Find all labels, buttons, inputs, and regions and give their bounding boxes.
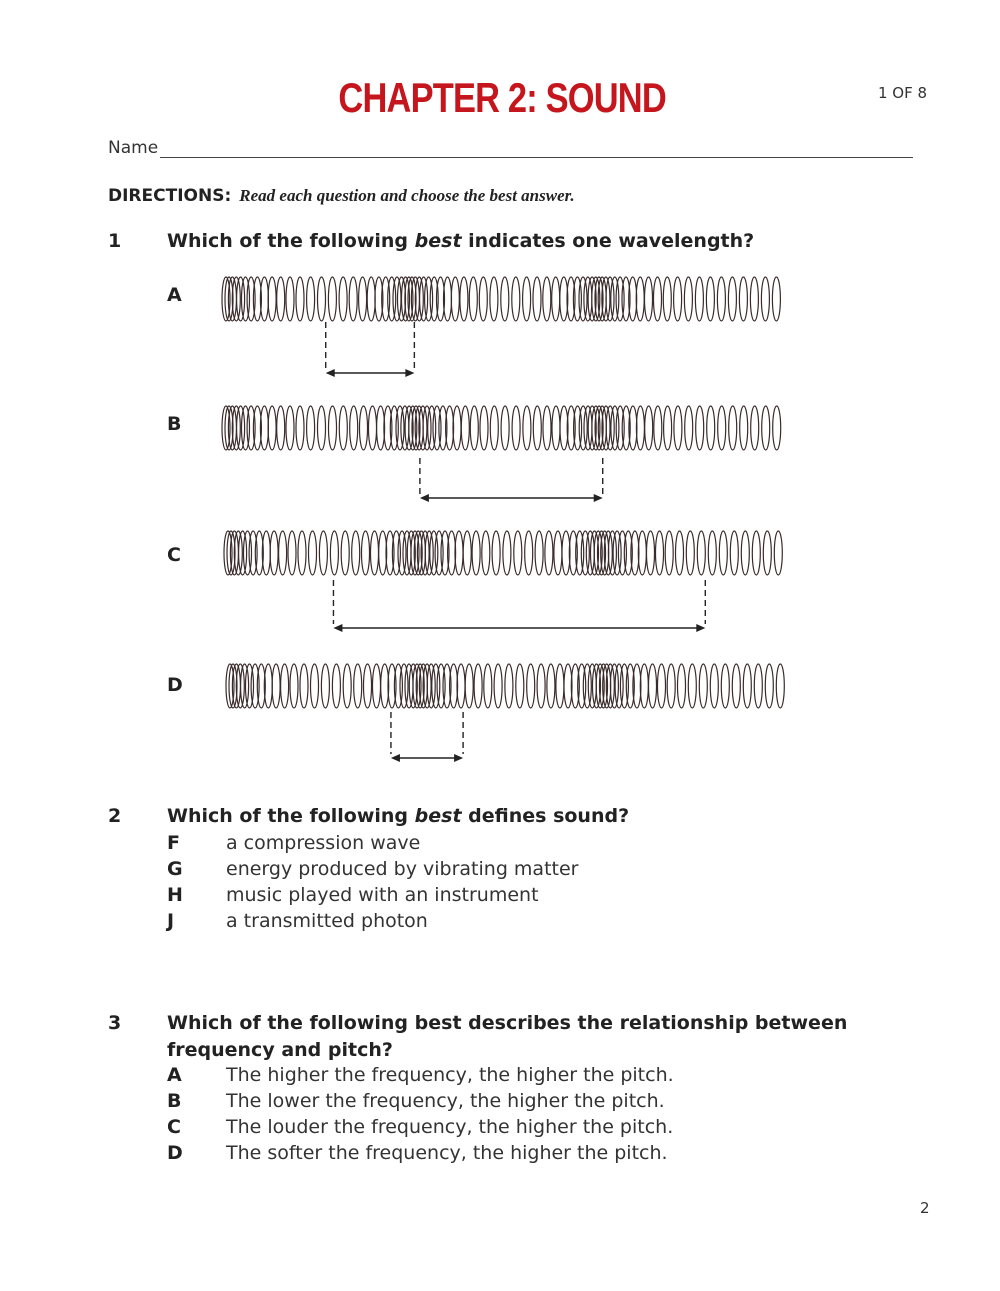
q1-option-c-coil-12 [298,531,306,575]
q1-option-c-coil-19 [371,531,379,575]
q3-text-line2: frequency and pitch? [167,1039,393,1061]
q2-option-j-text[interactable]: a transmitted photon [226,910,428,932]
q1-option-a-coil-64 [663,277,671,321]
q1-option-c-coil-74 [774,531,782,575]
q2-option-f-letter[interactable]: F [167,832,180,854]
q1-option-b-coil-49 [579,406,587,450]
q1-option-d-coil-41 [516,664,524,708]
q1-option-d-coil-14 [321,664,329,708]
q1-option-c-coil-9 [270,531,278,575]
q1-option-d-coil-62 [649,664,657,708]
q3-option-a-text[interactable]: The higher the frequency, the higher the pitch. [226,1064,674,1086]
q3-option-c-text[interactable]: The louder the frequency, the higher the pitch. [226,1116,674,1138]
q3-option-a-letter[interactable]: A [167,1064,182,1086]
q1-option-d-coil-17 [354,664,362,708]
q1-option-b-coil-10 [277,406,285,450]
q1-option-d-coil-64 [667,664,675,708]
q1-option-b-coil-23 [396,406,404,450]
directions-label: DIRECTIONS: [108,186,232,206]
q1-option-d-coil-9 [272,664,280,708]
q1-option-c-coil-71 [741,531,749,575]
q2-option-f-text[interactable]: a compression wave [226,832,421,854]
q1-option-d-coil-63 [658,664,666,708]
q1-option-b-coil-39 [490,406,498,450]
q1-option-a-coil-15 [328,277,336,321]
q1-option-b-coil-9 [268,406,276,450]
q2-option-j-letter[interactable]: J [167,910,175,932]
q1-option-a-coil-35 [451,277,459,321]
q3-option-d-letter[interactable]: D [167,1142,183,1164]
q1-option-c-letter[interactable]: C [167,544,181,566]
q1-option-b-coil-68 [707,406,715,450]
q1-option-d-coil-18 [364,664,372,708]
q1-option-a-coil-69 [717,277,725,321]
q1-option-b-coil-17 [350,406,358,450]
q2-option-g-text[interactable]: energy produced by vibrating matter [226,858,579,880]
q1-option-c-coil-42 [525,531,533,575]
q1-option-d-coil-37 [474,664,482,708]
q1-option-a-coil-36 [460,277,468,321]
q1-option-c-arrowhead-right [696,624,705,632]
q1-option-a-coil-17 [349,277,357,321]
q1-option-d-arrowhead-right [454,754,463,762]
q1-option-c-arrowhead-left [333,624,342,632]
q1-option-d-coil-45 [556,664,564,708]
q1-option-d-coil-12 [300,664,308,708]
q1-option-d-coil-43 [537,664,545,708]
q1-option-b-coil-45 [552,406,560,450]
q1-option-d-coil-42 [527,664,535,708]
q1-text-after: indicates one wavelength? [461,230,755,252]
page-count: 1 OF 8 [878,84,928,102]
q1-option-a-coil-16 [339,277,347,321]
q1-option-b-coil-67 [696,406,704,450]
q3-text-line1: Which of the following best describes the relationship between [167,1012,848,1034]
q1-option-d-letter[interactable]: D [167,674,183,696]
q2-option-g-letter[interactable]: G [167,858,183,880]
q1-option-b-coil-18 [360,406,368,450]
q1-option-b-coil-42 [523,406,531,450]
q1-option-a-coil-67 [695,277,703,321]
q1-option-b-coil-62 [645,406,653,450]
q1-option-c-coil-15 [330,531,338,575]
q1-option-b-coil-19 [369,406,377,450]
q1-option-a-letter[interactable]: A [167,284,182,306]
q1-option-a-coil-62 [645,277,653,321]
q1-option-d-coil-23 [400,664,408,708]
q1-option-c-coil-68 [708,531,716,575]
q1-option-d-arrowhead-left [391,754,400,762]
q2-text [167,803,629,829]
q3-option-b-letter[interactable]: B [167,1090,182,1112]
q1-option-b-coil-71 [740,406,748,450]
q1-option-b-coil-40 [501,406,509,450]
q2-number: 2 [108,805,122,827]
q1-option-b-coil-41 [512,406,520,450]
q1-option-d-coil-65 [678,664,686,708]
q1-option-a-coil-41 [512,277,520,321]
q1-option-b-coil-11 [286,406,294,450]
q1-option-c-coil-38 [482,531,490,575]
q1-option-a-arrowhead-right [405,369,414,377]
q1-option-d-coil-15 [332,664,340,708]
q1-option-a-coil-45 [552,277,560,321]
q1-option-c-coil-65 [676,531,684,575]
q1-option-b-coil-44 [543,406,551,450]
q1-option-d-coil-11 [290,664,298,708]
q1-option-c-coil-70 [730,531,738,575]
q1-option-b-coil-43 [533,406,541,450]
q1-option-d-coil-36 [465,664,473,708]
q1-option-a-coil-65 [674,277,682,321]
q1-option-a-coil-39 [490,277,498,321]
directions-text: Read each question and choose the best answer. [239,186,575,205]
q1-option-b-coil-37 [470,406,478,450]
q1-option-c-coil-39 [492,531,500,575]
q1-option-c-coil-66 [686,531,694,575]
q1-option-a-arrowhead-left [326,369,335,377]
q2-text-before: Which of the following [167,805,415,827]
q1-option-a-coil-18 [359,277,367,321]
q1-option-c-coil-10 [279,531,287,575]
name-label: Name [108,138,159,158]
q1-option-b-coil-65 [674,406,682,450]
q1-option-a-coil-61 [636,277,644,321]
q1-option-d-coil-71 [743,664,751,708]
q1-option-b-coil-70 [729,406,737,450]
q1-option-d-coil-69 [721,664,729,708]
q3-option-b-text[interactable]: The lower the frequency, the higher the pitch. [226,1090,665,1112]
q1-option-b-arrowhead-right [594,494,603,502]
q1-option-c-coil-62 [647,531,655,575]
q1-option-d-coil-39 [494,664,502,708]
q1-option-a-coil-12 [296,277,304,321]
q1-option-c-coil-41 [514,531,522,575]
q1-text-before: Which of the following [167,230,415,252]
q1-option-a-coil-14 [318,277,326,321]
q1-option-d-coil-74 [776,664,784,708]
q1-option-c-coil-11 [288,531,296,575]
q1-option-d-coil-70 [732,664,740,708]
q1-option-a-coil-10 [277,277,285,321]
q1-option-b-arrowhead-left [420,494,429,502]
q2-option-h-text[interactable]: music played with an instrument [226,884,539,906]
q1-option-a-coil-11 [286,277,294,321]
q1-option-c-coil-69 [719,531,727,575]
q1-option-d-coil-40 [505,664,513,708]
q1-option-d-coil-73 [765,664,773,708]
q1-option-c-coil-17 [352,531,360,575]
q1-option-a-coil-37 [469,277,477,321]
q1-option-a-coil-66 [684,277,692,321]
q3-number: 3 [108,1012,122,1034]
q1-option-a-coil-73 [761,277,769,321]
q1-option-c-coil-13 [309,531,317,575]
q1-emphasis: best [414,230,462,252]
q1-option-c-coil-23 [398,531,406,575]
page-number: 2 [920,1199,930,1217]
q1-option-c-coil-72 [752,531,760,575]
q1-option-b-coil-12 [296,406,304,450]
q1-option-a-coil-40 [501,277,509,321]
q1-option-a-coil-38 [479,277,487,321]
q1-option-d-coil-38 [484,664,492,708]
q1-option-d-coil-19 [373,664,381,708]
q2-emphasis: best [414,805,462,827]
q1-option-c-coil-36 [463,531,471,575]
q1-option-a-coil-72 [750,277,758,321]
q1-option-a-coil-68 [706,277,714,321]
q1-option-d-coil-66 [688,664,696,708]
q1-number: 1 [108,230,122,252]
q1-option-c-coil-16 [341,531,349,575]
q1-option-d-coil-72 [754,664,762,708]
q1-option-c-coil-45 [554,531,562,575]
q1-option-a-coil-63 [654,277,662,321]
q1-option-a-coil-43 [533,277,541,321]
q1-option-b-coil-73 [762,406,770,450]
q1-option-b-coil-69 [718,406,726,450]
q1-option-b-coil-66 [685,406,693,450]
q1-option-d-coil-67 [699,664,707,708]
q1-option-d-coil-68 [710,664,718,708]
q1-option-b-coil-61 [636,406,644,450]
q1-option-a-coil-71 [739,277,747,321]
q1-option-d-coil-10 [281,664,289,708]
q1-option-c-coil-40 [503,531,511,575]
q1-option-c-coil-63 [656,531,664,575]
q1-option-b-coil-63 [654,406,662,450]
q1-option-b-coil-13 [307,406,315,450]
q1-option-c-coil-43 [535,531,543,575]
q1-option-d-coil-44 [547,664,555,708]
q3-option-c-letter[interactable]: C [167,1116,181,1138]
q1-option-c-coil-49 [581,531,589,575]
q1-option-c-coil-73 [763,531,771,575]
q1-option-d-coil-16 [343,664,351,708]
q1-option-a-coil-9 [268,277,276,321]
q1-option-a-coil-74 [772,277,780,321]
q1-option-b-coil-15 [329,406,337,450]
q1-option-b-coil-64 [664,406,672,450]
q1-option-b-letter[interactable]: B [167,413,182,435]
q1-option-b-coil-36 [461,406,469,450]
q1-option-b-coil-14 [318,406,326,450]
q1-option-c-coil-64 [665,531,673,575]
q1-option-d-coil-13 [311,664,319,708]
q1-option-b-coil-38 [480,406,488,450]
q1-option-b-coil-16 [339,406,347,450]
q1-option-a-coil-42 [523,277,531,321]
q2-option-h-letter[interactable]: H [167,884,183,906]
q1-option-a-coil-44 [543,277,551,321]
q1-option-b-coil-74 [773,406,781,450]
chapter-title: CHAPTER 2: SOUND [338,74,666,121]
q1-option-c-coil-44 [545,531,553,575]
q1-option-a-coil-13 [307,277,315,321]
q1-option-b-coil-72 [751,406,759,450]
q1-option-a-coil-19 [367,277,375,321]
q1-option-c-coil-37 [472,531,480,575]
q1-option-a-coil-70 [728,277,736,321]
q1-option-c-coil-67 [697,531,705,575]
q1-option-c-coil-14 [319,531,327,575]
q3-option-d-text[interactable]: The softer the frequency, the higher the pitch. [226,1142,668,1164]
q1-option-a-coil-49 [579,277,587,321]
q1-option-d-coil-49 [583,664,591,708]
q2-text-after: defines sound? [461,805,630,827]
q1-option-c-coil-18 [362,531,370,575]
